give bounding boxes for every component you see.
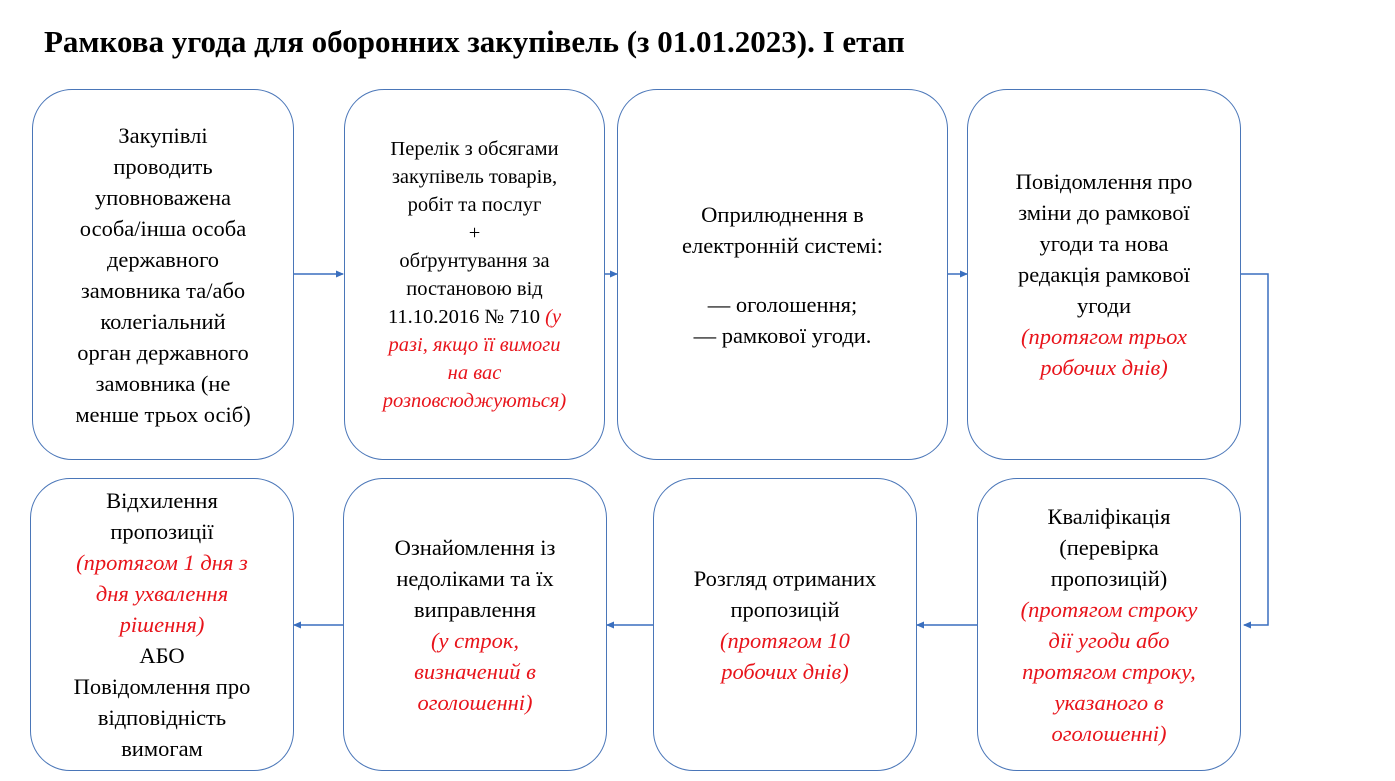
page-title: Рамкова угода для оборонних закупівель (з 01.01.2023). І етап — [44, 24, 905, 59]
step-authorized-person: Закупівлі проводить уповноважена особа/інша особа державного замовника та/або колегіальний орган державного замовника (не менше трьох осіб) — [32, 89, 294, 460]
step-qualification: Кваліфікація (перевірка пропозицій) (протягом строку дії угоди або протягом строку, указаного в оголошенні) — [977, 478, 1241, 771]
resolution-reference: 11.10.2016 № 710 (у — [387, 305, 562, 328]
step-procurement-list: Перелік з обсягами закупівель товарів, робіт та послуг + обґрунтування за постановою від 11.10.2016 № 710 (у разі, якщо її вимоги на вас розповсюджуються) — [344, 89, 605, 460]
arrow-4-to-5 — [1241, 274, 1268, 625]
step-review-proposals: Розгляд отриманих пропозицій (протягом 10 робочих днів) — [653, 478, 917, 771]
step-publication: Оприлюднення в електронній системі: — оголошення; — рамкової угоди. — [617, 89, 948, 460]
step-change-notice: Повідомлення про зміни до рамкової угоди та нова редакція рамкової угоди (протягом трьох робочих днів) — [967, 89, 1241, 460]
step-rejection-or-compliance: Відхилення пропозиції (протягом 1 дня з дня ухвалення рішення) АБО Повідомлення про відповідність вимогам — [30, 478, 294, 771]
step-deficiencies: Ознайомлення із недоліками та їх виправлення (у строк, визначений в оголошенні) — [343, 478, 607, 771]
